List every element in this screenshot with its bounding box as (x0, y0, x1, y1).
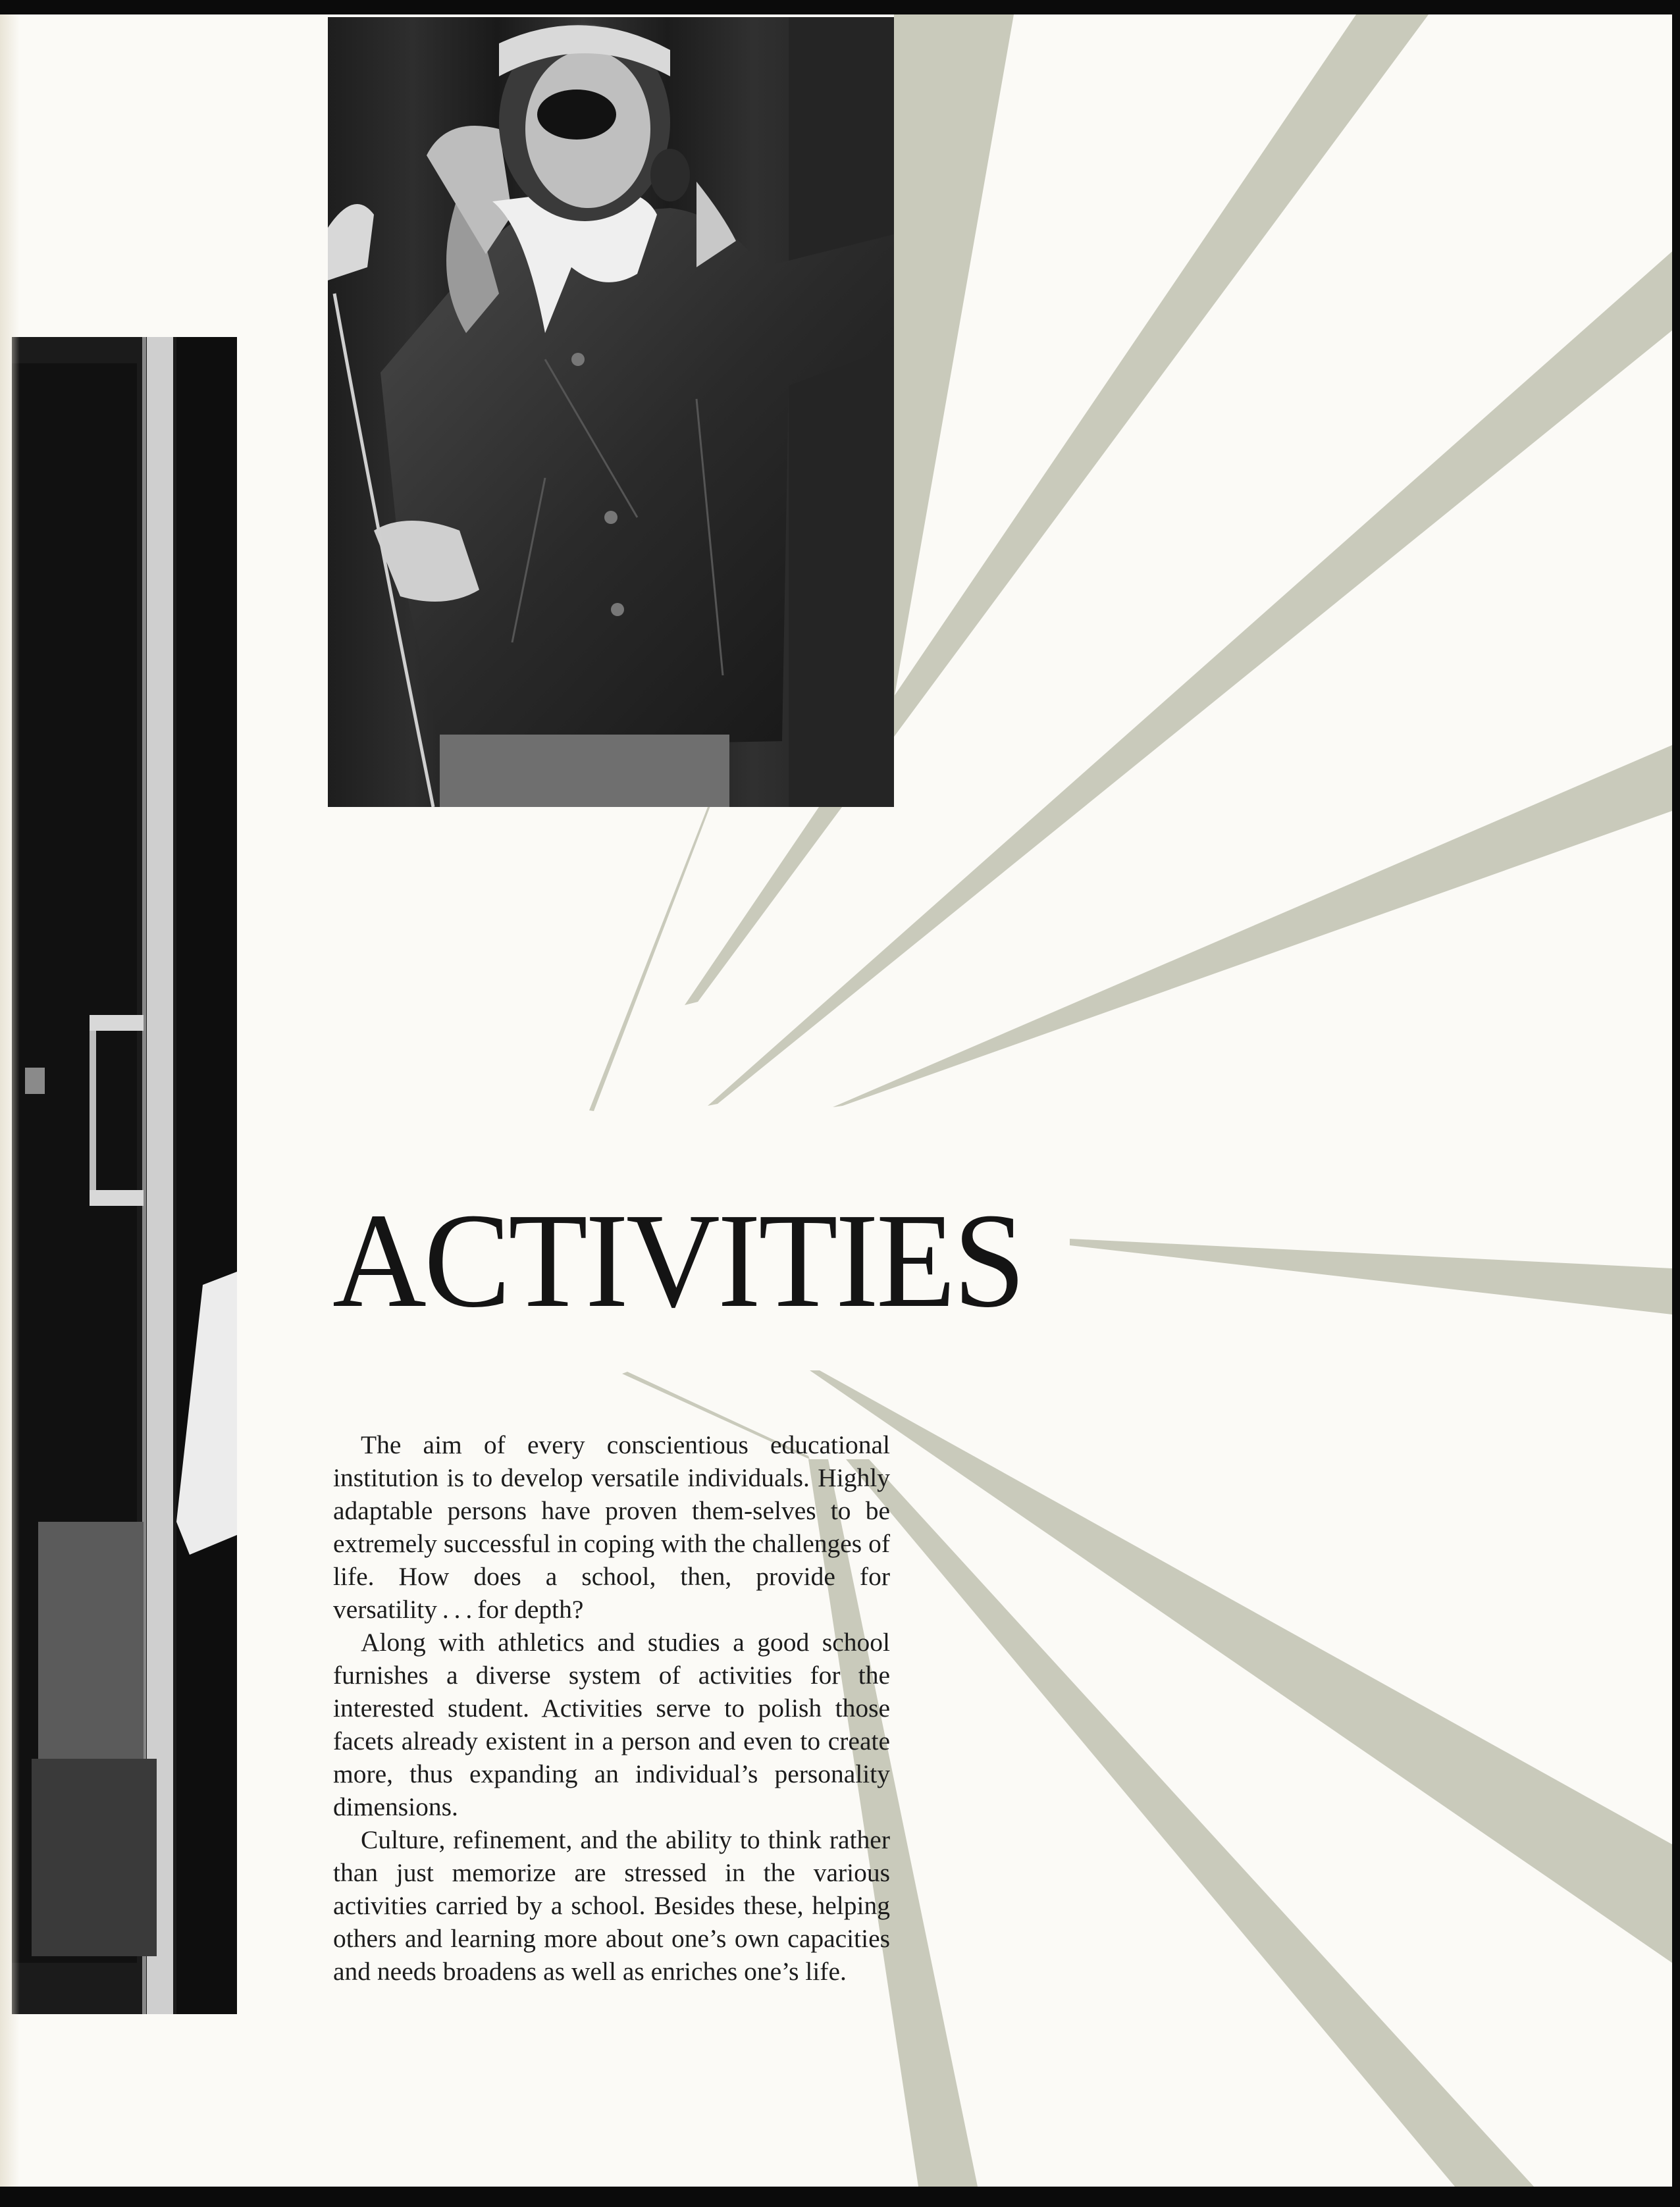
paragraph-1: The aim of every conscientious educational institution is to develop versatile individuals. Highly adaptable persons have proven them-selves to be extremely successful in coping with the challenges of life. How does a school, then, provide for versatility . . . for depth? (333, 1430, 890, 1624)
intro-text (333, 1428, 890, 1988)
yearbook-page (0, 14, 1672, 2187)
ray-9 (589, 804, 711, 1111)
ray-4 (833, 745, 1672, 1107)
ray-5 (1070, 1239, 1672, 1314)
paragraph-3: Culture, refinement, and the ability to think rather than just memorize are stressed in the various activities carried by a school. Besides these, helping others and learning more about one’s own capacities and needs broadens as well as enriches one’s life. (333, 1825, 890, 1986)
page-title: ACTIVITIES (332, 1185, 1024, 1336)
doorway-photo (12, 337, 237, 2014)
aviator-student-photo (328, 17, 894, 807)
paragraph-2: Along with athletics and studies a good school furnishes a diverse system of activities for the interested student. Activities serve to polish those facets already existent in a person and even to create more, thus expanding an individual’s personality dimensions. (333, 1628, 890, 1821)
